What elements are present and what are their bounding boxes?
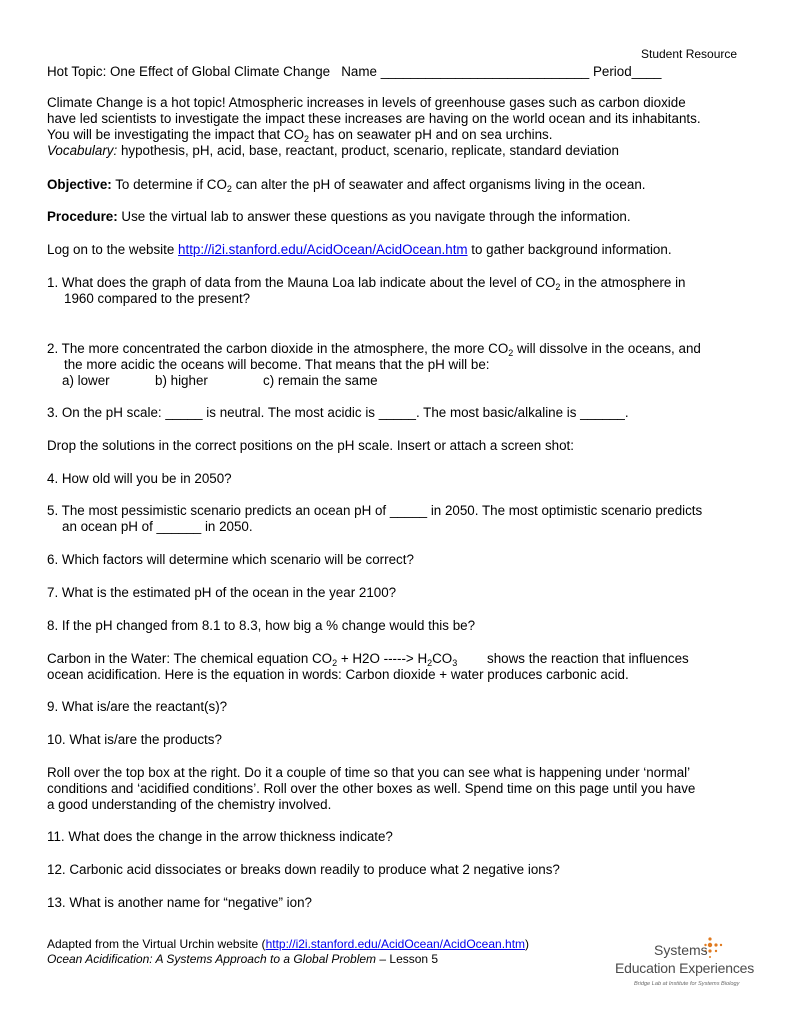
footer-course: Ocean Acidification: A Systems Approach to a Global Problem – Lesson 5 — [47, 952, 439, 966]
question-4: 4. How old will you be in 2050? — [47, 471, 232, 486]
name-field[interactable]: Name ____________________________ — [341, 64, 590, 79]
footer-adapted: Adapted from the Virtual Urchin website (http://i2i.stanford.edu/AcidOcean/AcidOcean.htm) — [47, 937, 530, 951]
logo-text-education: Education Experiences — [615, 960, 754, 976]
question-11: 11. What does the change in the arrow thickness indicate? — [47, 829, 393, 844]
logo-dots-icon — [704, 936, 734, 962]
carbon-in-water-paragraph: Carbon in the Water: The chemical equation $CO_2 + H2O$ -----> $H_2CO_3$ shows the reaction that influences ocean acidification. Here is the equation in words: Carbon dioxide + water produces carbonic acid. — [47, 651, 689, 682]
footer-link[interactable]: http://i2i.stanford.edu/AcidOcean/AcidOcean.htm — [265, 937, 526, 951]
question-1: 1. What does the graph of data from the Mauna Loa lab indicate about the level of $CO_2$ in the atmosphere in 1960 compared to the present? — [47, 275, 686, 306]
procedure-line: Procedure: Use the virtual lab to answer these questions as you navigate through the information. — [47, 209, 631, 224]
acid-ocean-link[interactable]: http://i2i.stanford.edu/AcidOcean/AcidOcean.htm — [178, 242, 468, 257]
question-10: 10. What is/are the products? — [47, 732, 222, 747]
logo-text-systems: Systems — [654, 942, 708, 958]
question-12: 12. Carbonic acid dissociates or breaks down readily to produce what 2 negative ions? — [47, 862, 560, 877]
question-6: 6. Which factors will determine which scenario will be correct? — [47, 552, 414, 567]
question-7: 7. What is the estimated pH of the ocean in the year 2100? — [47, 585, 397, 600]
rollover-paragraph: Roll over the top box at the right. Do it a couple of time so that you can see what is happening under ‘normal’ conditions and ‘acidified conditions’. Roll over the other boxes as well. Spend time on this page until you have a good understanding of the chemistry involved. — [47, 765, 696, 812]
question-3: 3. On the pH scale: _____ is neutral. The most acidic is _____. The most basic/alkaline is ______. — [47, 405, 629, 420]
page-title: Hot Topic: One Effect of Global Climate Change — [47, 64, 331, 79]
vocabulary-line: Vocabulary: hypothesis, pH, acid, base, reactant, product, scenario, replicate, standard deviation — [47, 143, 619, 158]
objective-line: Objective: To determine if $CO_2$ can alter the pH of seawater and affect organisms living in the ocean. — [47, 177, 646, 194]
header-line — [47, 64, 661, 80]
question-9: 9. What is/are the reactant(s)? — [47, 699, 228, 714]
logon-line: Log on to the website http://i2i.stanford.edu/AcidOcean/AcidOcean.htm to gather background information. — [47, 242, 672, 257]
question-5: 5. The most pessimistic scenario predicts an ocean pH of _____ in 2050. The most optimistic scenario predicts an ocean pH of ______ in 2050. — [47, 503, 703, 534]
option-c[interactable]: c) remain the same — [263, 373, 378, 388]
option-b[interactable]: b) higher — [155, 373, 208, 388]
question-13: 13. What is another name for “negative” ion? — [47, 895, 312, 910]
question-8: 8. If the pH changed from 8.1 to 8.3, how big a % change would this be? — [47, 618, 476, 633]
student-resource-label: Student Resource — [641, 47, 738, 61]
logo-tagline: Bridge Lab at Institute for Systems Biology — [634, 981, 740, 987]
drop-instruction: Drop the solutions in the correct positions on the pH scale. Insert or attach a screen shot: — [47, 438, 574, 453]
intro-paragraph: Climate Change is a hot topic! Atmospheric increases in levels of greenhouse gases such as carbon dioxide have led scientists to investigate the impact these increases are having on the world ocean and its inhabitants. You will be investigating the impact that $CO_2$ has on seawater pH and on sea urchins. Vocabulary: hypothesis, pH, acid, base, reactant, product, scenario, replicate, standard deviation — [47, 95, 757, 159]
systems-education-logo — [612, 934, 762, 994]
period-field[interactable]: Period____ — [592, 64, 662, 79]
option-a[interactable]: a) lower — [62, 373, 110, 388]
question-2: 2. The more concentrated the carbon dioxide in the atmosphere, the more $CO_2$ will dissolve in the oceans, and the more acidic the oceans will become. That means that the pH will be: a) lower b) higher c) remain the same — [47, 341, 701, 388]
